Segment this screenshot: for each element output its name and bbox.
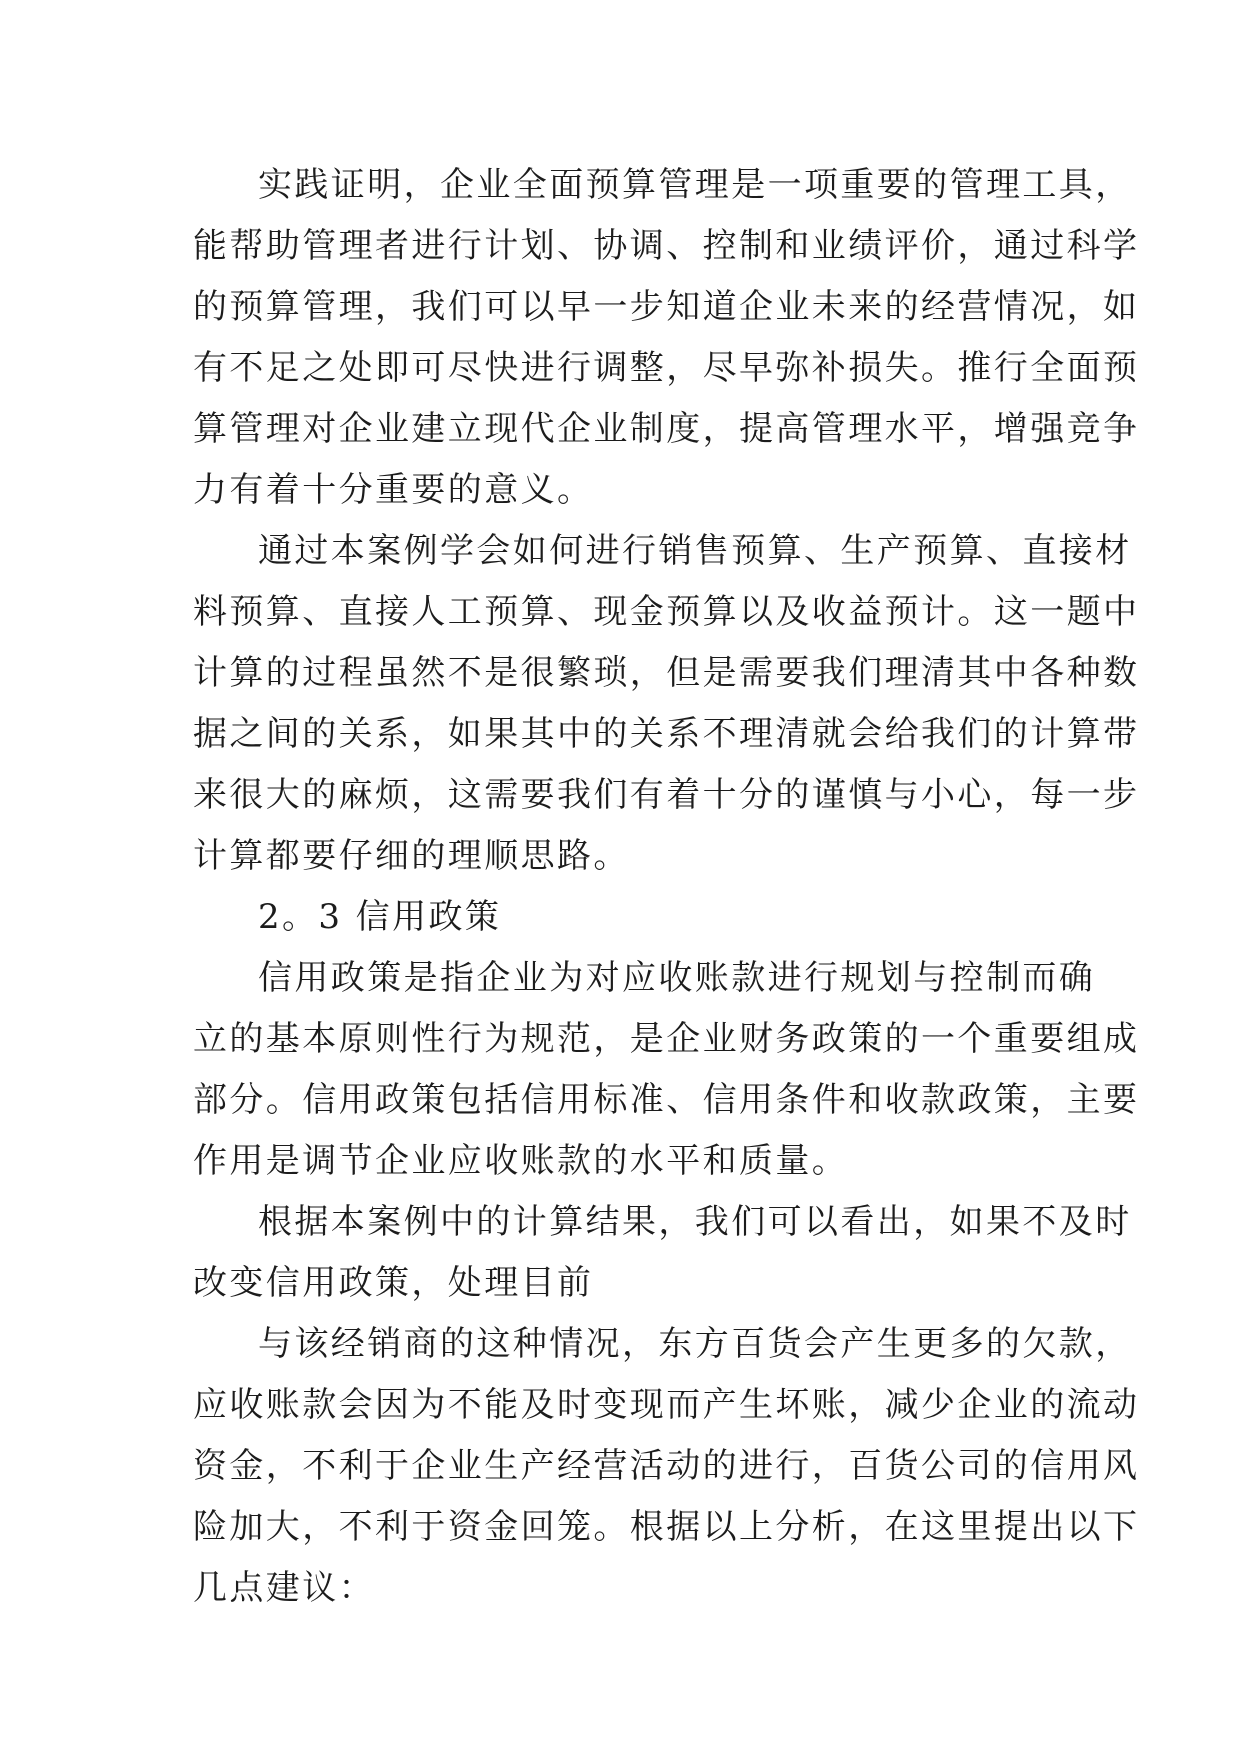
text-line: 实践证明，企业全面预算管理是一项重要的管理工具， bbox=[258, 165, 1132, 205]
text-line: 险加大，不利于资金回笼。根据以上分析，在这里提出以下 bbox=[193, 1507, 1140, 1547]
text-line: 力有着十分重要的意义。 bbox=[193, 470, 594, 510]
text-line: 算管理对企业建立现代企业制度，提高管理水平，增强竞争 bbox=[193, 409, 1140, 449]
text-line: 来很大的麻烦，这需要我们有着十分的谨慎与小心，每一步 bbox=[193, 775, 1140, 815]
text-line: 作用是调节企业应收账款的水平和质量。 bbox=[193, 1141, 849, 1181]
text-line: 与该经销商的这种情况，东方百货会产生更多的欠款， bbox=[258, 1324, 1132, 1364]
text-line: 料预算、直接人工预算、现金预算以及收益预计。这一题中 bbox=[193, 592, 1140, 632]
text-line: 根据本案例中的计算结果，我们可以看出，如果不及时 bbox=[258, 1202, 1132, 1242]
text-line: 改变信用政策，处理目前 bbox=[193, 1263, 594, 1303]
text-line: 计算的过程虽然不是很繁琐，但是需要我们理清其中各种数 bbox=[193, 653, 1140, 693]
text-line: 信用政策是指企业为对应收账款进行规划与控制而确 bbox=[258, 958, 1096, 998]
text-line: 立的基本原则性行为规范，是企业财务政策的一个重要组成 bbox=[193, 1019, 1140, 1059]
text-line: 的预算管理，我们可以早一步知道企业未来的经营情况，如 bbox=[193, 287, 1140, 327]
text-line: 部分。信用政策包括信用标准、信用条件和收款政策，主要 bbox=[193, 1080, 1140, 1120]
text-line: 计算都要仔细的理顺思路。 bbox=[193, 836, 630, 876]
section-heading: 2。3 信用政策 bbox=[258, 897, 502, 937]
text-line: 资金，不利于企业生产经营活动的进行，百货公司的信用风 bbox=[193, 1446, 1140, 1486]
text-line: 通过本案例学会如何进行销售预算、生产预算、直接材 bbox=[258, 531, 1132, 571]
text-line: 有不足之处即可尽快进行调整，尽早弥补损失。推行全面预 bbox=[193, 348, 1140, 388]
text-line: 应收账款会因为不能及时变现而产生坏账，减少企业的流动 bbox=[193, 1385, 1140, 1425]
text-line: 能帮助管理者进行计划、协调、控制和业绩评价，通过科学 bbox=[193, 226, 1140, 266]
text-line: 据之间的关系，如果其中的关系不理清就会给我们的计算带 bbox=[193, 714, 1140, 754]
text-line: 几点建议： bbox=[193, 1568, 375, 1608]
